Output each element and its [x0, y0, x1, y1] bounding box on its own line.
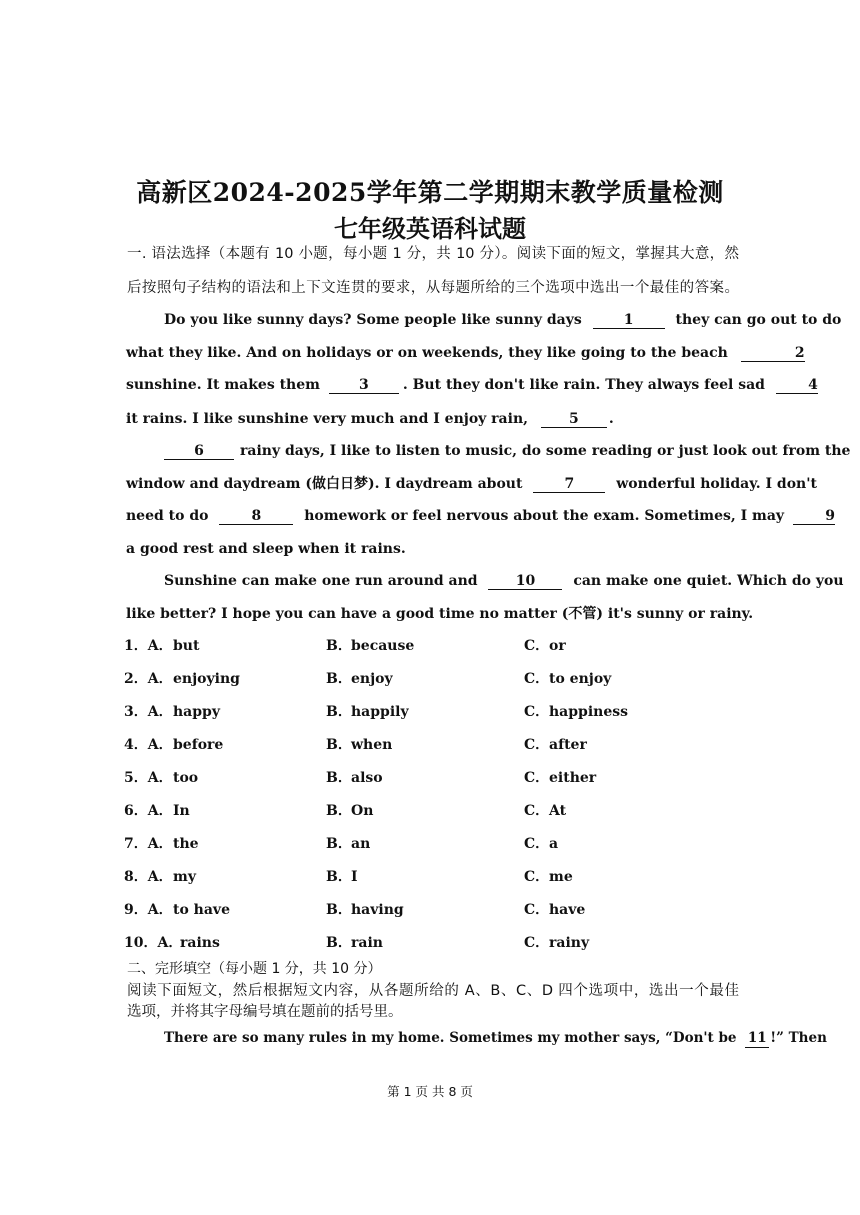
passage-line: [164, 443, 851, 460]
option-b-label: B．: [326, 935, 352, 951]
option-b-label: B．: [326, 671, 352, 687]
passage-text: can make one quiet. Which do you: [573, 573, 844, 589]
blank-3: 3: [329, 378, 399, 394]
option-c-text: to enjoy: [549, 671, 612, 687]
passage-line: [126, 476, 817, 493]
section2-heading: 二、完形填空（每小题 1 分，共 10 分）: [127, 961, 382, 977]
exam-title: 高新区2024-2025学年第二学期期末教学质量检测: [136, 178, 724, 207]
option-c-text: me: [549, 869, 573, 885]
passage-line: [164, 312, 842, 329]
option-c-label: C．: [524, 869, 550, 885]
option-a-text: my: [173, 869, 196, 885]
option-number: 10．A．: [124, 935, 183, 951]
option-number: 9．A．: [124, 902, 173, 918]
option-a-text: enjoying: [173, 671, 240, 687]
option-number: 4．A．: [124, 737, 173, 753]
option-c-text: after: [549, 737, 587, 753]
option-b-text: enjoy: [351, 671, 393, 687]
option-number: 7．A．: [124, 836, 173, 852]
option-b-text: because: [351, 638, 415, 654]
option-c-text: either: [549, 770, 597, 786]
option-c-label: C．: [524, 902, 550, 918]
passage-text: window and daydream (做白日梦). I daydream about: [126, 476, 523, 492]
passage-line: [126, 345, 805, 362]
option-a-text: happy: [173, 704, 220, 720]
passage-text: Sunshine can make one run around and: [164, 573, 478, 589]
blank-7: 7: [533, 477, 605, 493]
blank-4: 4: [776, 378, 818, 394]
option-number: 1．A．: [124, 638, 173, 654]
passage-text: what they like. And on holidays or on weekends, they like going to the beach: [126, 345, 728, 361]
option-b-text: having: [351, 902, 404, 918]
passage-text: sunshine. It makes them: [126, 377, 320, 393]
option-a-text: rains: [180, 935, 220, 951]
blank-6: 6: [164, 444, 234, 460]
section2-instruction-line1: 阅读下面短文，然后根据短文内容，从各题所给的 A、B、C、D 四个选项中，选出一个最佳: [127, 983, 739, 999]
option-a-text: the: [173, 836, 199, 852]
passage-text: .: [608, 411, 614, 427]
option-number: 5．A．: [124, 770, 173, 786]
option-number: 3．A．: [124, 704, 173, 720]
passage-line: [126, 412, 738, 428]
exam-subtitle: 七年级英语科试题: [334, 214, 526, 243]
section1-instruction-line1: 一. 语法选择（本题有 10 小题，每小题 1 分，共 10 分）。阅读下面的短文，掌握其大意，然: [127, 246, 739, 262]
option-a-text: to have: [173, 902, 230, 918]
passage-text: rainy days, I like to listen to music, do some reading or just look out from the: [240, 443, 851, 459]
section2-instruction-line2: 选项，并将其字母编号填在题前的括号里。: [127, 1004, 403, 1020]
option-c-label: C．: [524, 737, 550, 753]
option-c-text: a: [549, 836, 559, 852]
passage-text: wonderful holiday. I don't: [616, 476, 817, 492]
option-b-label: B．: [326, 704, 352, 720]
passage-line: [164, 1030, 827, 1048]
blank-1: 1: [593, 313, 665, 329]
option-a-text: but: [173, 638, 200, 654]
option-c-label: C．: [524, 935, 550, 951]
option-b-text: rain: [351, 935, 383, 951]
passage-text: . But they don't like rain. They always feel sad: [402, 377, 765, 393]
option-c-label: C．: [524, 836, 550, 852]
passage-text: it rains. I like sunshine very much and I enjoy rain,: [126, 411, 529, 427]
option-c-text: happiness: [549, 704, 628, 720]
passage-line: a good rest and sleep when it rains.: [126, 541, 406, 557]
option-b-label: B．: [326, 638, 352, 654]
blank-5: 5: [541, 412, 607, 428]
option-a-text: too: [173, 770, 199, 786]
option-b-text: On: [351, 803, 374, 819]
option-c-text: or: [549, 638, 566, 654]
option-b-label: B．: [326, 803, 352, 819]
passage-line: [126, 377, 818, 394]
blank-10: 10: [488, 574, 562, 590]
option-b-text: an: [351, 836, 371, 852]
option-b-label: B．: [326, 836, 352, 852]
option-b-label: B．: [326, 902, 352, 918]
page-footer: 第 1 页 共 8 页: [387, 1084, 473, 1099]
passage-text: homework or feel nervous about the exam. Sometimes, I may: [304, 508, 785, 524]
option-b-label: B．: [326, 770, 352, 786]
passage-line: [164, 573, 844, 590]
option-b-text: also: [351, 770, 383, 786]
passage-text: There are so many rules in my home. Sometimes my mother says, “Don't be: [164, 1030, 737, 1046]
passage-text: they can go out to do: [675, 312, 842, 328]
passage-text: need to do: [126, 508, 209, 524]
option-c-text: rainy: [549, 935, 590, 951]
section1-instruction-line2: 后按照句子结构的语法和上下文连贯的要求，从每题所给的三个选项中选出一个最佳的答案。: [127, 280, 739, 296]
option-number: 2．A．: [124, 671, 173, 687]
blank-8: 8: [219, 509, 293, 525]
passage-text: Do you like sunny days? Some people like sunny days: [164, 312, 582, 328]
option-c-label: C．: [524, 770, 550, 786]
option-number: 8．A．: [124, 869, 173, 885]
blank-9: 9: [793, 509, 835, 525]
option-b-label: B．: [326, 869, 352, 885]
passage-text: !” Then: [770, 1030, 827, 1046]
option-b-text: happily: [351, 704, 409, 720]
blank-11: 11: [745, 1032, 769, 1048]
option-c-label: C．: [524, 803, 550, 819]
blank-2: 2: [741, 346, 805, 362]
passage-line: [126, 508, 835, 525]
option-number: 6．A．: [124, 803, 173, 819]
option-c-label: C．: [524, 704, 550, 720]
option-c-label: C．: [524, 671, 550, 687]
option-a-text: In: [173, 803, 190, 819]
option-b-text: I: [351, 869, 358, 885]
option-b-text: when: [351, 737, 393, 753]
option-a-text: before: [173, 737, 224, 753]
passage-line: like better? I hope you can have a good time no matter (不管) it's sunny or rainy.: [126, 606, 754, 622]
option-c-text: have: [549, 902, 586, 918]
option-c-label: C．: [524, 638, 550, 654]
option-b-label: B．: [326, 737, 352, 753]
option-c-text: At: [549, 803, 567, 819]
